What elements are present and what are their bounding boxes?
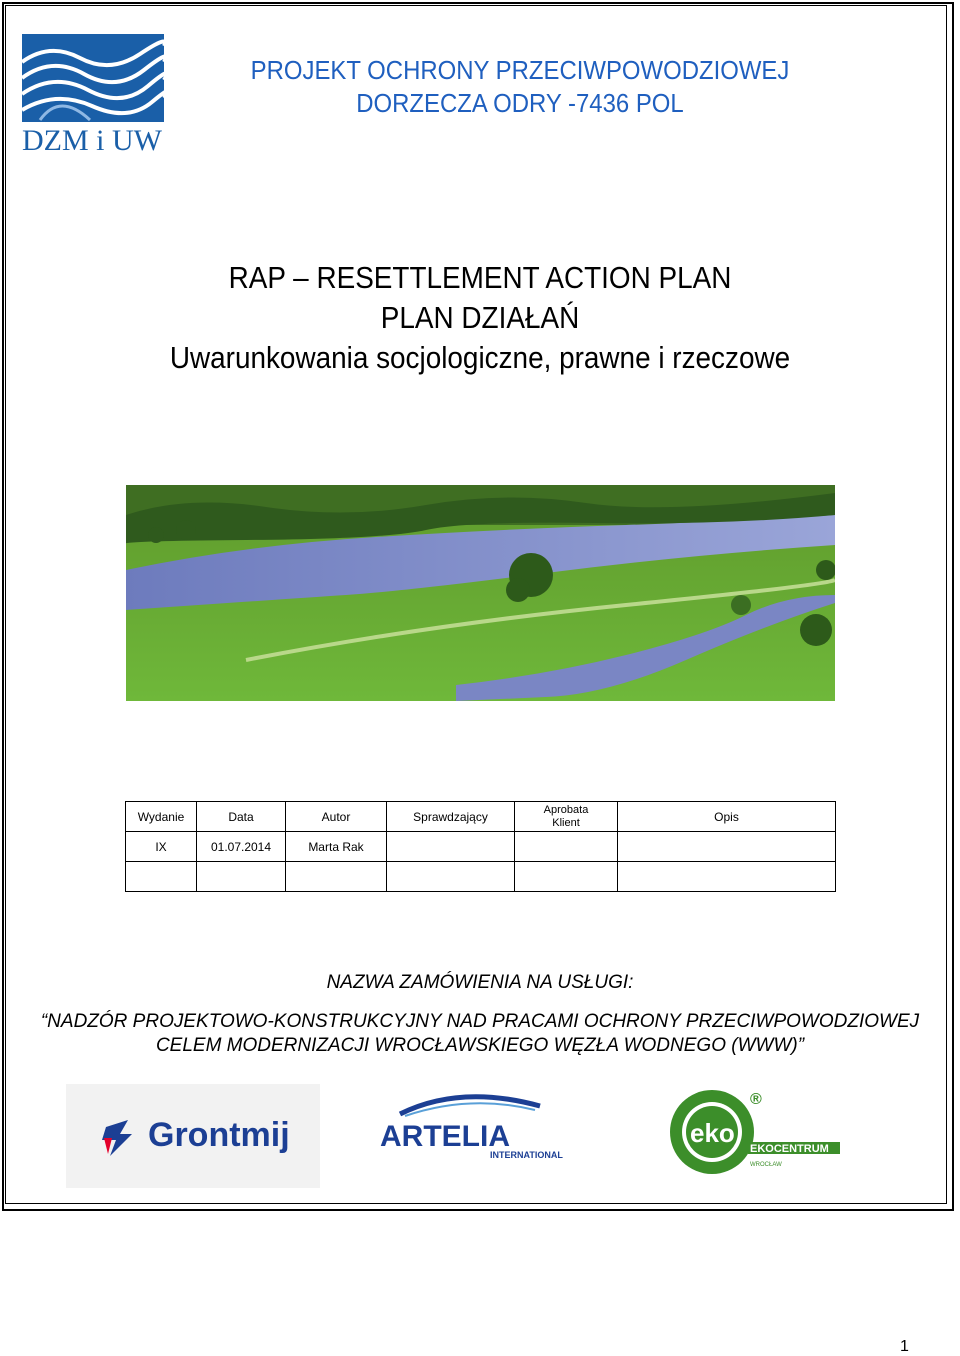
eko-mark: eko <box>690 1118 735 1148</box>
dzmiuw-logo <box>20 32 166 154</box>
document-title-line1: RAP – RESETTLEMENT ACTION PLAN <box>228 260 732 295</box>
dzmiuw-logo-text: DZM i UW <box>22 124 162 154</box>
col-header-checker: Sprawdzający <box>387 802 515 832</box>
ekocentrum-logo <box>670 1090 840 1174</box>
artelia-logo-text: ARTELIA <box>380 1120 510 1153</box>
cell-edition: IX <box>126 832 197 862</box>
order-label: NAZWA ZAMÓWIENIA NA USŁUGI: <box>326 972 634 993</box>
cell-date <box>197 862 286 892</box>
document-title-line2: PLAN DZIAŁAŃ <box>380 300 580 335</box>
artelia-logo-subtext: INTERNATIONAL <box>490 1150 563 1160</box>
order-title <box>20 1010 940 1058</box>
grontmij-logo <box>66 1084 320 1188</box>
col-header-description: Opis <box>618 802 836 832</box>
col-header-date: Data <box>197 802 286 832</box>
cell-author <box>286 862 387 892</box>
project-title-line2: DORZECZA ODRY -7436 POL <box>356 88 684 118</box>
revision-table <box>125 801 836 892</box>
cell-approval <box>515 832 618 862</box>
cell-author: Marta Rak <box>286 832 387 862</box>
cell-description <box>618 832 836 862</box>
cell-date: 01.07.2014 <box>197 832 286 862</box>
ekocentrum-logo-text: EKOCENTRUM <box>750 1143 829 1155</box>
col-header-author: Autor <box>286 802 387 832</box>
document-title-line3: Uwarunkowania socjologiczne, prawne i rzeczowe <box>169 340 791 375</box>
artelia-logo <box>380 1097 563 1160</box>
revision-table-header <box>126 802 836 832</box>
partner-logos <box>0 1082 960 1190</box>
table-row <box>126 862 836 892</box>
cell-checker <box>387 862 515 892</box>
registered-mark: ® <box>750 1091 762 1108</box>
col-header-approval-line2: Klient <box>552 816 580 829</box>
cell-edition <box>126 862 197 892</box>
grontmij-logo-text: Grontmij <box>148 1116 290 1154</box>
ekocentrum-logo-subtext: WROCŁAW <box>750 1162 782 1168</box>
page-number: 1 <box>900 1338 909 1355</box>
river-landscape-photo <box>126 485 835 701</box>
document-title <box>60 258 900 378</box>
order-title-line2: CELEM MODERNIZACJI WROCŁAWSKIEGO WĘZŁA WODNEGO (WWW)” <box>155 1035 805 1056</box>
col-header-approval-line1: Aprobata <box>543 803 589 816</box>
col-header-approval <box>515 802 618 832</box>
cell-checker <box>387 832 515 862</box>
order-title-line1: “NADZÓR PROJEKTOWO-KONSTRUKCYJNY NAD PRACAMI OCHRONY PRZECIWPOWODZIOWEJ <box>40 1011 920 1032</box>
table-row <box>126 832 836 862</box>
col-header-edition: Wydanie <box>126 802 197 832</box>
project-title-line1: PROJEKT OCHRONY PRZECIWPOWODZIOWEJ <box>250 55 790 85</box>
cell-approval <box>515 862 618 892</box>
project-title <box>226 54 815 120</box>
cell-description <box>618 862 836 892</box>
